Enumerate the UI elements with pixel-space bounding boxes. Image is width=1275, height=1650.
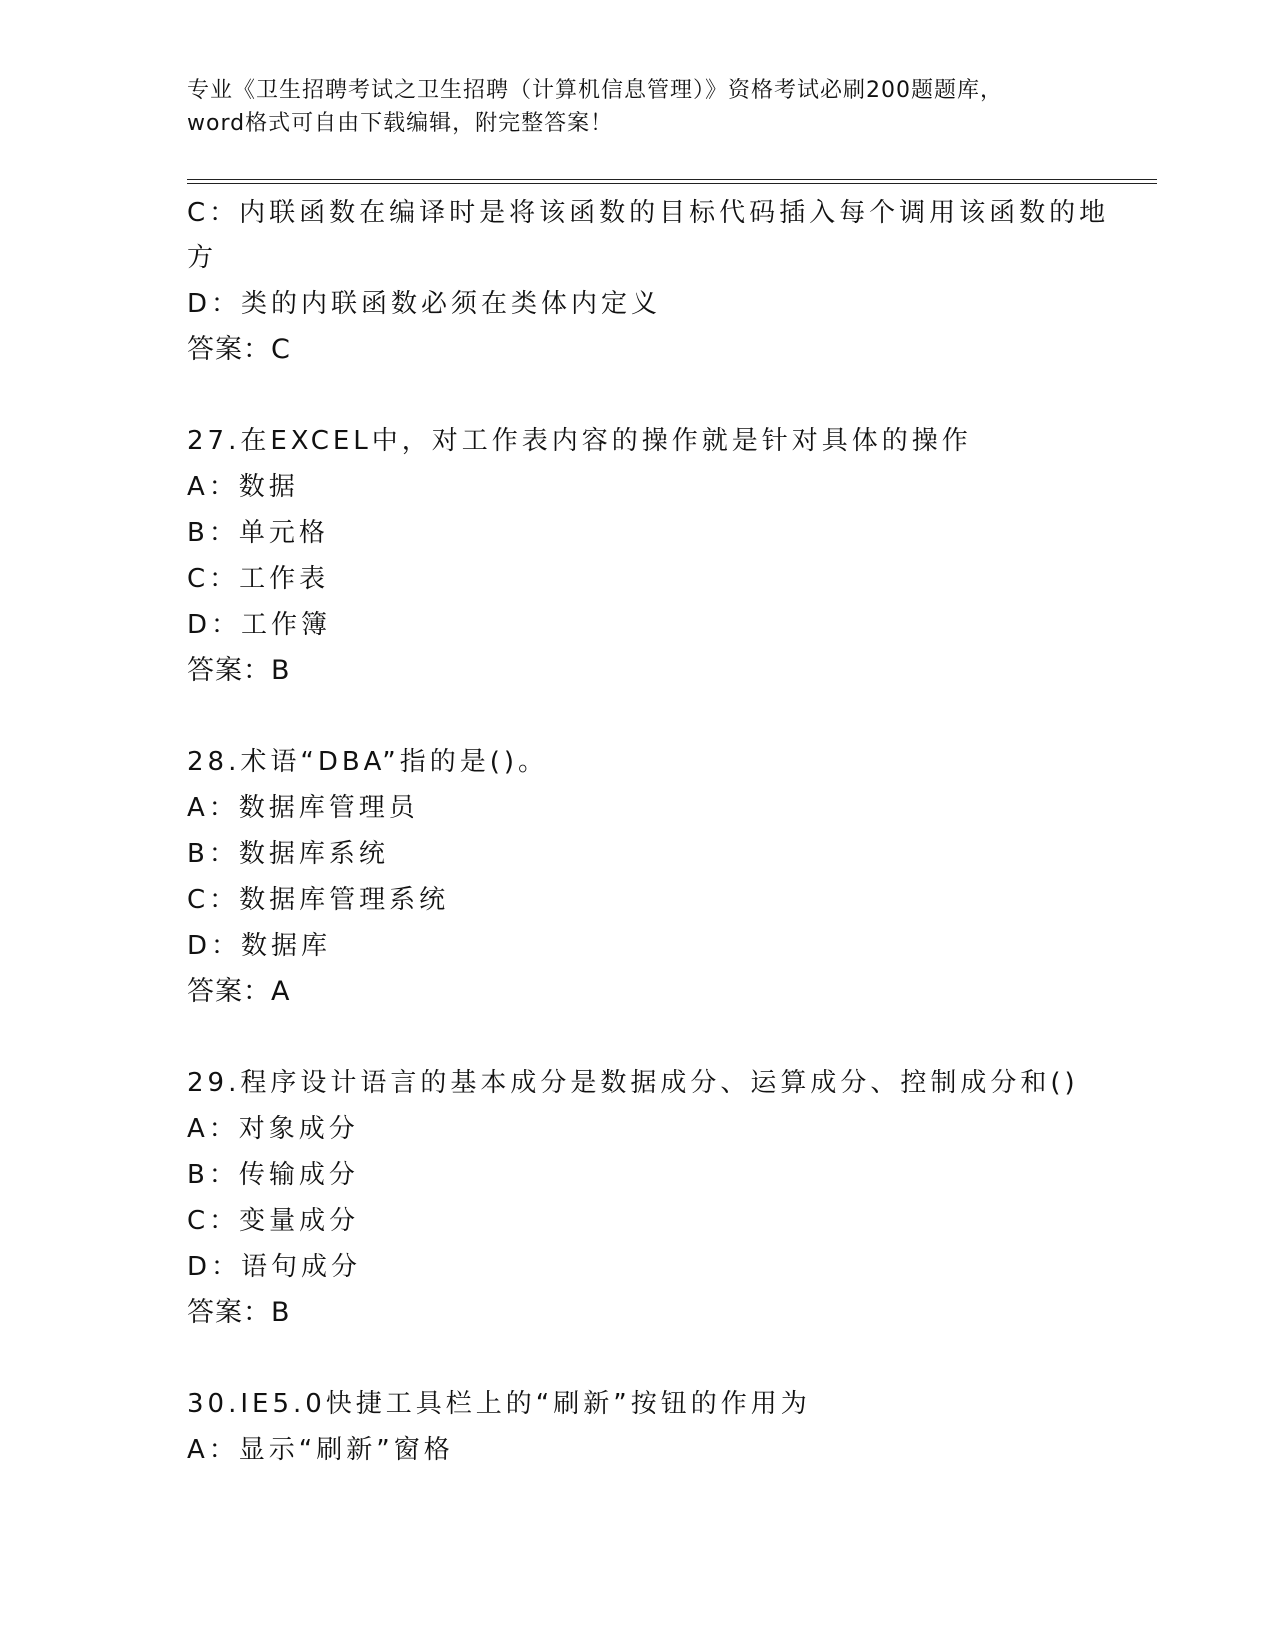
- option-b: B：数据库系统: [187, 839, 389, 869]
- option-a: A：显示“刷新”窗格: [187, 1435, 454, 1465]
- question-list: [187, 190, 1157, 1473]
- question-27: [187, 418, 1157, 694]
- answer-line: 答案：C: [187, 334, 291, 365]
- option-c: C：内联函数在编译时是将该函数的目标代码插入每个调用该函数的地: [187, 198, 1110, 228]
- option-b: B：单元格: [187, 518, 329, 548]
- question-spacer: [187, 694, 1157, 739]
- question-spacer: [187, 1336, 1157, 1381]
- option-a: A：数据库管理员: [187, 793, 419, 823]
- question-28: [187, 739, 1157, 1015]
- option-d: D：语句成分: [187, 1252, 362, 1282]
- option-d: D：工作簿: [187, 610, 332, 640]
- question-stem: 29.程序设计语言的基本成分是数据成分、运算成分、控制成分和(): [187, 1068, 1079, 1098]
- option-d: D：类的内联函数必须在类体内定义: [187, 289, 662, 319]
- question-26-partial: [187, 190, 1157, 373]
- option-b: B：传输成分: [187, 1160, 359, 1190]
- question-30: [187, 1381, 1157, 1473]
- option-c: C：数据库管理系统: [187, 885, 450, 915]
- question-stem: 28.术语“DBA”指的是()。: [187, 747, 549, 777]
- question-spacer: [187, 373, 1157, 418]
- document-header: [187, 74, 1087, 140]
- option-c-continued: 方: [187, 243, 218, 273]
- question-29: [187, 1060, 1157, 1336]
- question-stem: 27.在EXCEL中，对工作表内容的操作就是针对具体的操作: [187, 426, 972, 456]
- answer-line: 答案：A: [187, 976, 291, 1007]
- question-spacer: [187, 1015, 1157, 1060]
- option-a: A：数据: [187, 472, 299, 502]
- header-title-line-1: 专业《卫生招聘考试之卫生招聘（计算机信息管理）》资格考试必刷200题题库，: [187, 78, 1003, 103]
- header-divider: [187, 179, 1157, 184]
- answer-line: 答案：B: [187, 1297, 291, 1328]
- option-d: D：数据库: [187, 931, 332, 961]
- option-c: C：工作表: [187, 564, 330, 594]
- option-a: A：对象成分: [187, 1114, 359, 1144]
- option-c: C：变量成分: [187, 1206, 360, 1236]
- header-title-line-2: word格式可自由下载编辑，附完整答案！: [187, 111, 614, 136]
- answer-line: 答案：B: [187, 655, 291, 686]
- question-stem: 30.IE5.0快捷工具栏上的“刷新”按钮的作用为: [187, 1389, 811, 1419]
